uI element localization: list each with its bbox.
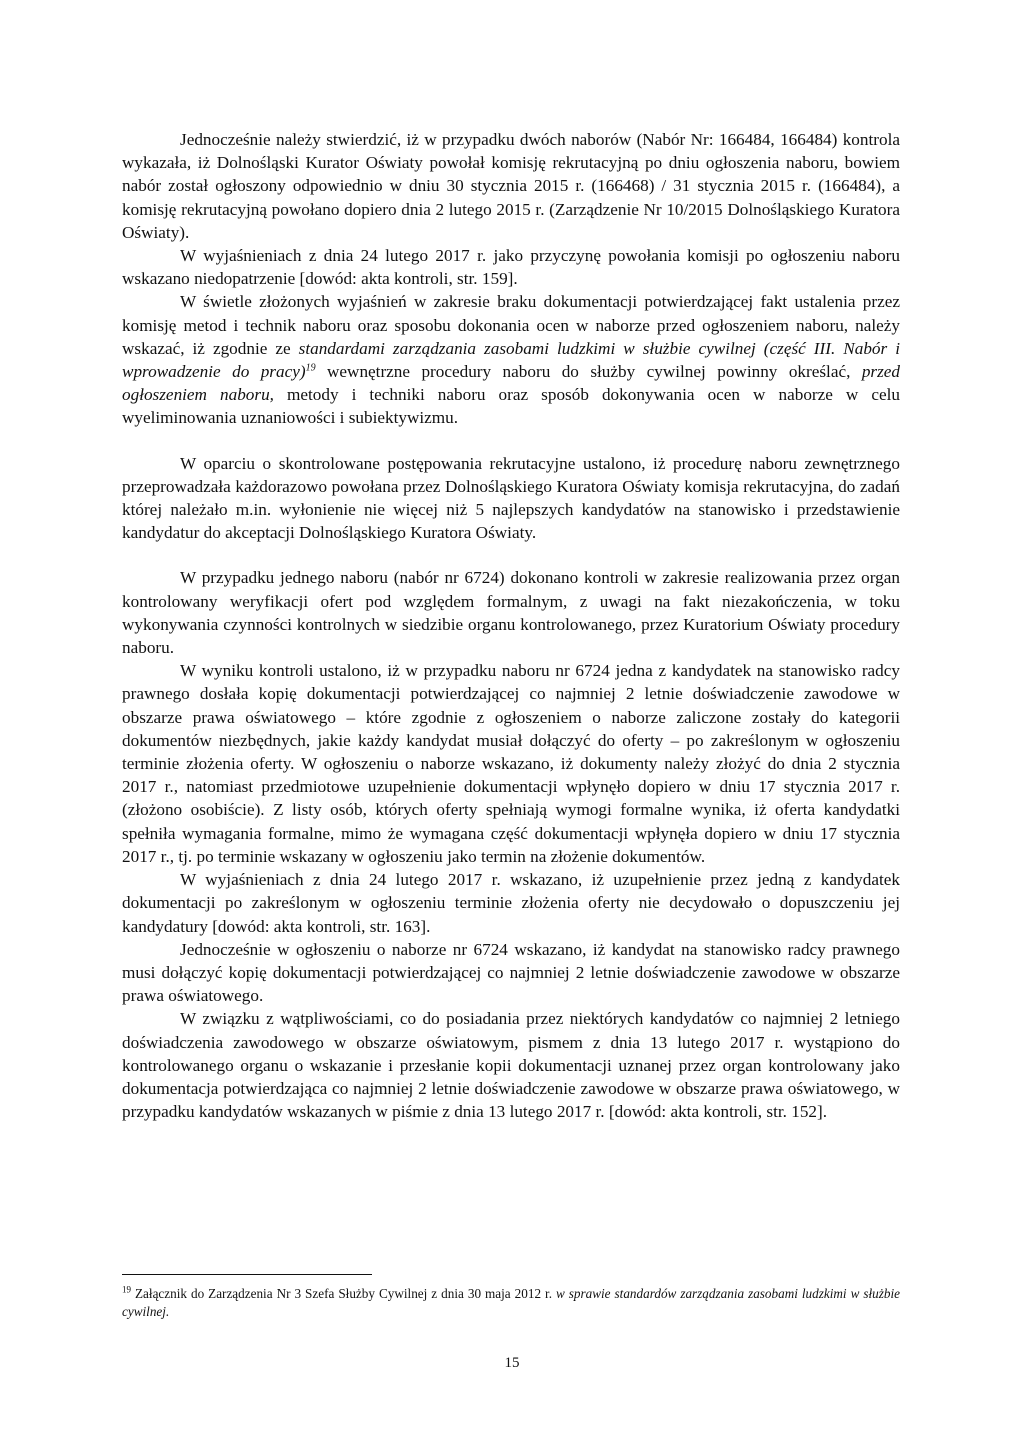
- paragraph-7: W wyjaśnieniach z dnia 24 lutego 2017 r. wskazano, iż uzupełnienie przez jedną z kandydatek dokumentacji po zakreślonym w ogłoszeniu terminie złożenia oferty nie decydowało o dopuszczeniu jej kandydatury [dowód: akta kontroli, str. 163].: [122, 870, 900, 936]
- paragraph-3-italic-standards: standardami zarządzania zasobami ludzkimi w służbie cywilnej (część III. Nabór i wprowadzenie do pracy): [122, 338, 901, 382]
- paragraph-3-text-b: wewnętrzne procedury naboru do służby cywilnej powinny określać,: [315, 362, 862, 382]
- footnote-number: 19: [122, 1284, 131, 1295]
- paragraph-5: W przypadku jednego naboru (nabór nr 6724) dokonano kontroli w zakresie realizowania przez organ kontrolowany weryfikacji ofert pod względem formalnym, z uwagi na fakt niezakończenia, w toku wykonywania czynności kontrolnych w siedzibie organu kontrolowanego, przez Kuratorium Oświaty procedury naboru.: [122, 568, 900, 658]
- paragraph-3-text-a: W świetle złożonych wyjaśnień w zakresie braku dokumentacji potwierdzającej fakt ustalenia przez komisję metod i technik naboru oraz sposobu dokonania ocen w naborze przed ogłoszeniem naboru, należy wskazać, iż zgodnie ze: [122, 292, 900, 358]
- paragraph-9: W związku z wątpliwościami, co do posiadania przez niektórych kandydatów co najmniej 2 letniego doświadczenia zawodowego w obszarze oświatowym, pismem z dnia 13 lutego 2017 r. wystąpiono do kontrolowanego organu o wskazanie i przesłanie kopii dokumentacji uznanej przez organ kontrolowany jako dokumentacja potwierdzająca co najmniej 2 letnie doświadczenie zawodowe w obszarze prawa oświatowego, w przypadku kandydatów wskazanych w piśmie z dnia 13 lutego 2017 r. [dowód: akta kontroli, str. 152].: [122, 1009, 900, 1122]
- footnote-separator: [122, 1274, 372, 1275]
- footnote-ref-19: 19: [305, 362, 316, 374]
- paragraph-1: Jednocześnie należy stwierdzić, iż w przypadku dwóch naborów (Nabór Nr: 166484, 166484) kontrola wykazała, iż Dolnośląski Kurator Oświaty powołał komisję rekrutacyjną po dniu ogłoszenia naboru, bowiem nabór został ogłoszony odpowiednio w dniu 30 stycznia 2015 r. (166468) / 31 stycznia 2015 r. (166484), a komisję rekrutacyjną powołano dopiero dnia 2 lutego 2015 r. (Zarządzenie Nr 10/2015 Dolnośląskiego Kuratora Oświaty).: [122, 130, 900, 242]
- paragraph-8: Jednocześnie w ogłoszeniu o naborze nr 6724 wskazano, iż kandydat na stanowisko radcy prawnego musi dołączyć kopię dokumentacji potwierdzającej co najmniej 2 letnie doświadczenie zawodowe w obszarze prawa oświatowego.: [122, 939, 900, 1006]
- paragraph-3-text-c: metody i techniki naboru oraz sposób dokonywania ocen w naborze w celu wyeliminowania uznaniowości i subiektywizmu.: [122, 385, 900, 428]
- paragraph-3-italic-before: przed ogłoszeniem naboru,: [122, 362, 901, 405]
- footnote-text: Załącznik do Zarządzenia Nr 3 Szefa Służby Cywilnej z dnia 30 maja 2012 r.: [131, 1286, 556, 1301]
- paragraph-4: W oparciu o skontrolowane postępowania rekrutacyjne ustalono, iż procedurę naboru zewnętrznego przeprowadzała każdorazowo powołana przez Dolnośląskiego Kuratora Oświaty komisja rekrutacyjna, do zadań której należało m.in. wyłonienie nie więcej niż 5 najlepszych kandydatów na stanowisko i przedstawienie kandydatur do akceptacji Dolnośląskiego Kuratora Oświaty.: [122, 453, 900, 543]
- paragraph-3: [122, 290, 900, 429]
- footnote-italic-text: w sprawie standardów zarządzania zasobami ludzkimi w służbie cywilnej.: [122, 1286, 900, 1319]
- paragraph-6: W wyniku kontroli ustalono, iż w przypadku naboru nr 6724 jedna z kandydatek na stanowisko radcy prawnego dosłała kopię dokumentacji potwierdzającej co najmniej 2 letnie doświadczenie zawodowe w obszarze prawa oświatowego – które zgodnie z ogłoszeniem o naborze zaliczone zostały do kategorii dokumentów niezbędnych, jakie każdy kandydat musiał dołączyć do oferty – po zakreślonym w ogłoszeniu terminie złożenia oferty. W ogłoszeniu o naborze wskazano, iż dokumenty należy złożyć do dnia 2 stycznia 2017 r., natomiast przedmiotowe uzupełnienie dokumentacji wpłynęło dopiero w dniu 17 stycznia 2017 r. (złożono osobiście). Z listy osób, których oferty spełniają wymogi formalne wynika, iż oferta kandydatki spełniła wymagania formalne, mimo że wymagana część dokumentacji wpłynęła dopiero w dniu 17 stycznia 2017 r., tj. po terminie wskazany w ogłoszeniu jako termin na złożenie dokumentów.: [122, 661, 900, 866]
- page-number: 15: [504, 1355, 520, 1371]
- footnote-19: [122, 1285, 900, 1321]
- paragraph-2: W wyjaśnieniach z dnia 24 lutego 2017 r. jako przyczynę powołania komisji po ogłoszeniu naboru wskazano niedopatrzenie [dowód: akta kontroli, str. 159].: [122, 246, 900, 289]
